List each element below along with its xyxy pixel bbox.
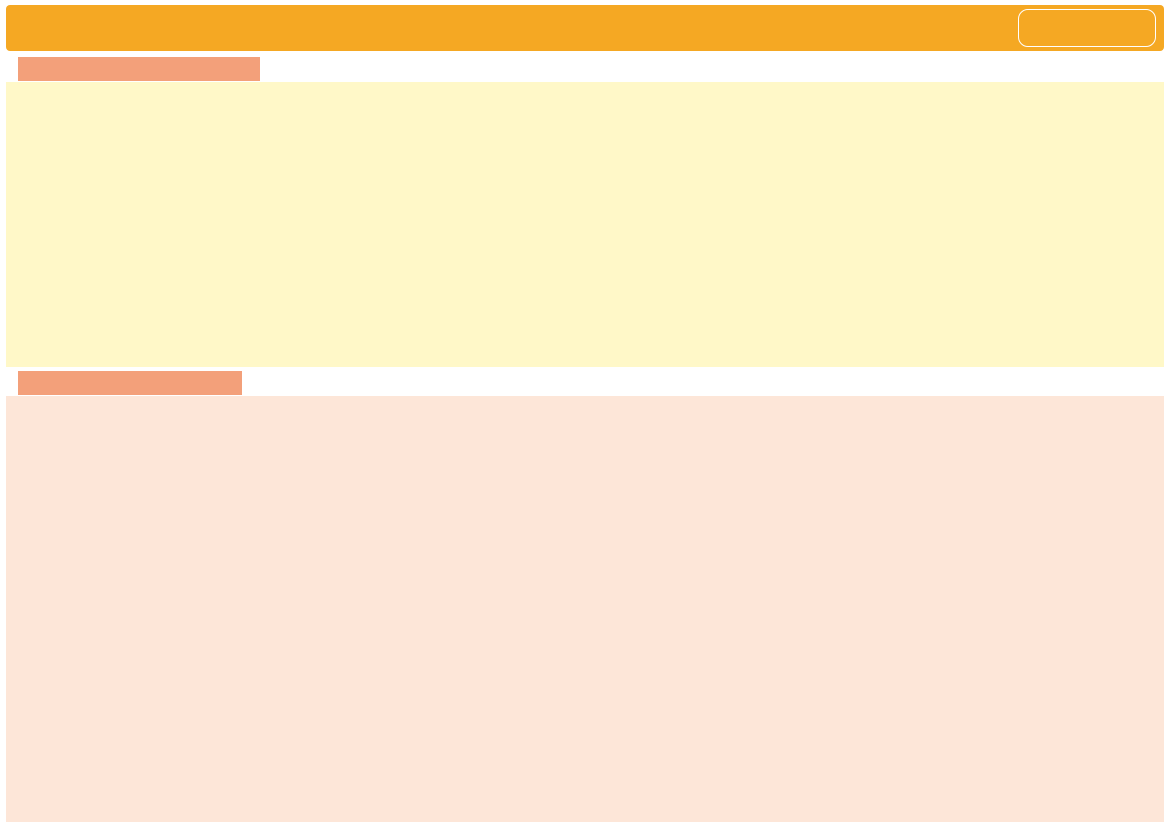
date-stamp xyxy=(1018,9,1156,47)
section-heading-finance xyxy=(18,57,260,81)
finance-section xyxy=(6,82,1164,367)
title-bar xyxy=(6,5,1164,51)
section-heading-issues xyxy=(18,371,242,395)
issues-section xyxy=(6,396,1164,822)
